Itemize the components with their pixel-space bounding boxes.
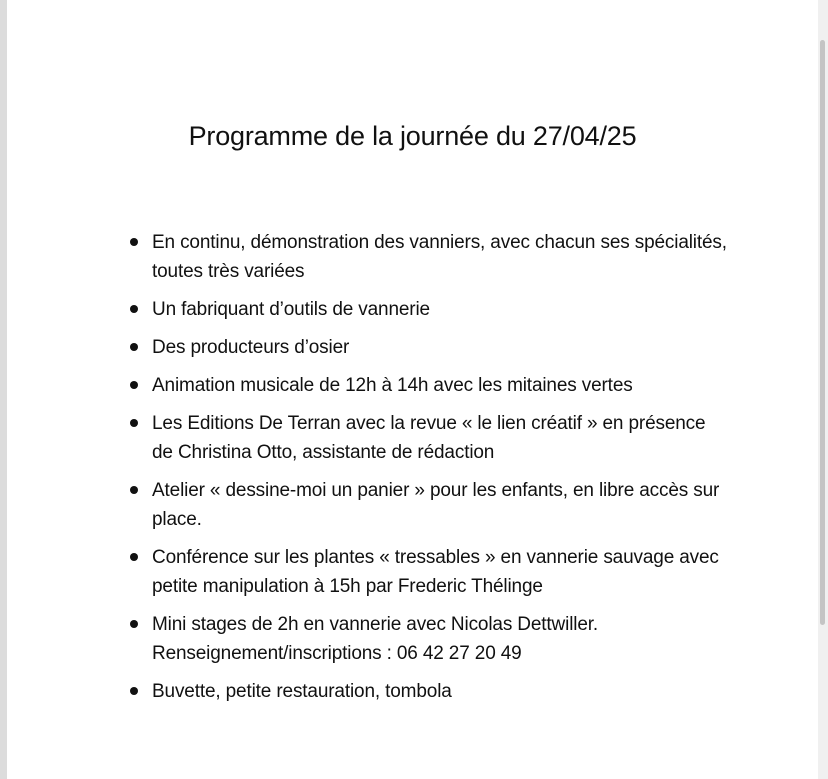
list-item bbox=[127, 610, 727, 668]
list-item bbox=[127, 371, 727, 400]
list-item-text: Buvette, petite restauration, tombola bbox=[152, 681, 452, 702]
list-item-text: Mini stages de 2h en vannerie avec Nicolas Dettwiller. Renseignement/inscriptions : 06 42 27 20 49 bbox=[152, 614, 599, 664]
list-item bbox=[127, 228, 727, 286]
page-left-margin bbox=[0, 0, 7, 779]
list-item bbox=[127, 543, 727, 601]
list-item-text: Un fabriquant d’outils de vannerie bbox=[152, 299, 430, 320]
bullet-icon bbox=[130, 419, 138, 427]
list-item-text: En continu, démonstration des vanniers, avec chacun ses spécialités, toutes très variées bbox=[152, 232, 727, 282]
bullet-icon bbox=[130, 343, 138, 351]
list-item bbox=[127, 677, 727, 706]
list-item-text: Atelier « dessine-moi un panier » pour les enfants, en libre accès sur place. bbox=[152, 480, 720, 530]
list-item bbox=[127, 295, 727, 324]
list-item bbox=[127, 409, 727, 467]
list-item-text: Animation musicale de 12h à 14h avec les mitaines vertes bbox=[152, 375, 633, 396]
bullet-icon bbox=[130, 620, 138, 628]
document-title: Programme de la journée du 27/04/25 bbox=[188, 121, 637, 151]
list-item bbox=[127, 333, 727, 362]
programme-list bbox=[127, 228, 727, 715]
list-item-text: Conférence sur les plantes « tressables » en vannerie sauvage avec petite manipulation à 15h par Frederic Thélinge bbox=[152, 547, 719, 597]
bullet-icon bbox=[130, 486, 138, 494]
list-item-text: Des producteurs d’osier bbox=[152, 337, 350, 358]
bullet-icon bbox=[130, 305, 138, 313]
bullet-icon bbox=[130, 381, 138, 389]
list-item bbox=[127, 476, 727, 534]
list-item-text: Les Editions De Terran avec la revue « le lien créatif » en présence de Christina Otto, assistante de rédaction bbox=[152, 413, 706, 463]
bullet-icon bbox=[130, 238, 138, 246]
bullet-icon bbox=[130, 553, 138, 561]
document-page bbox=[7, 0, 818, 779]
bullet-icon bbox=[130, 687, 138, 695]
scrollbar-thumb[interactable] bbox=[820, 40, 825, 625]
